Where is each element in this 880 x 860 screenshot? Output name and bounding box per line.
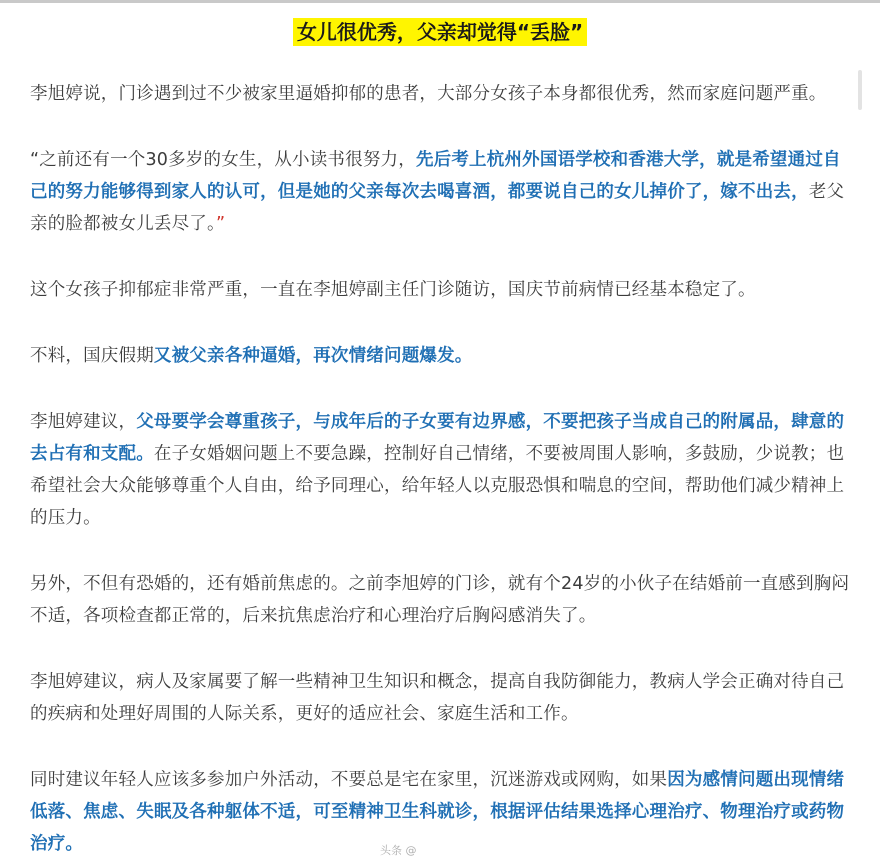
body-text: 李旭婷建议， — [30, 412, 137, 432]
highlighted-text: 又被父亲各种逼婚，再次情绪问题爆发。 — [153, 346, 473, 366]
watermark: 头条 @ — [380, 844, 417, 857]
body-text: 不料，国庆假期 — [30, 346, 154, 366]
paragraph — [30, 666, 850, 730]
highlighted-text: 先后考上杭州外国语学校和香港大学，就是希望通过自己的努力能够得到家人的认可，但是她的父亲每次去喝喜酒，都要说自己的女儿掉价了，嫁不出去， — [30, 150, 841, 202]
article-title: 女儿很优秀，父亲却觉得“丢脸” — [293, 18, 587, 46]
body-text: 李旭婷说，门诊遇到过不少被家里逼婚抑郁的患者，大部分女孩子本身都很优秀，然而家庭问题严重。 — [30, 84, 827, 104]
paragraph — [30, 78, 850, 110]
paragraph — [30, 764, 850, 860]
body-text: 同时建议年轻人应该多参加户外活动，不要总是宅在家里，沉迷游戏或网购，如果 — [30, 770, 668, 790]
title-row — [0, 18, 880, 46]
highlighted-text: 父母要学会尊重孩子，与成年后的子女要有边界感，不要把孩子当成自己的附属品，肆意的去占有和支配。 — [30, 412, 845, 464]
body-text: “之前还有一个30多岁的女生，从小读书很努力， — [30, 150, 416, 170]
paragraph — [30, 340, 850, 372]
body-text: 这个女孩子抑郁症非常严重，一直在李旭婷副主任门诊随访，国庆节前病情已经基本稳定了。 — [30, 280, 756, 300]
body-text: 老父亲的脸都被女儿丢尽了。 — [30, 182, 845, 234]
paragraph — [30, 274, 850, 306]
top-border — [0, 0, 880, 3]
paragraph — [30, 406, 850, 534]
paragraph — [30, 568, 850, 632]
highlighted-text: 因为感情问题出现情绪低落、焦虑、失眠及各种躯体不适，可至精神卫生科就诊，根据评估结果选择心理治疗、物理治疗或药物治疗。 — [30, 770, 845, 854]
body-text: 李旭婷建议，病人及家属要了解一些精神卫生知识和概念，提高自我防御能力，教病人学会正确对待自己的疾病和处理好周围的人际关系，更好的适应社会、家庭生活和工作。 — [30, 672, 845, 724]
body-text: 在子女婚姻问题上不要急躁，控制好自己情绪，不要被周围人影响，多鼓励，少说教；也希望社会大众能够尊重个人自由，给予同理心，给年轻人以克服恐惧和喘息的空间，帮助他们减少精神上的压力。 — [30, 444, 845, 528]
quote-mark: ” — [215, 214, 226, 234]
paragraph — [30, 144, 850, 240]
scrollbar-thumb[interactable] — [858, 70, 862, 110]
article-body — [30, 78, 850, 860]
body-text: 另外，不但有恐婚的，还有婚前焦虑的。之前李旭婷的门诊，就有个24岁的小伙子在结婚前一直感到胸闷不适，各项检查都正常的，后来抗焦虑治疗和心理治疗后胸闷感消失了。 — [30, 574, 850, 626]
